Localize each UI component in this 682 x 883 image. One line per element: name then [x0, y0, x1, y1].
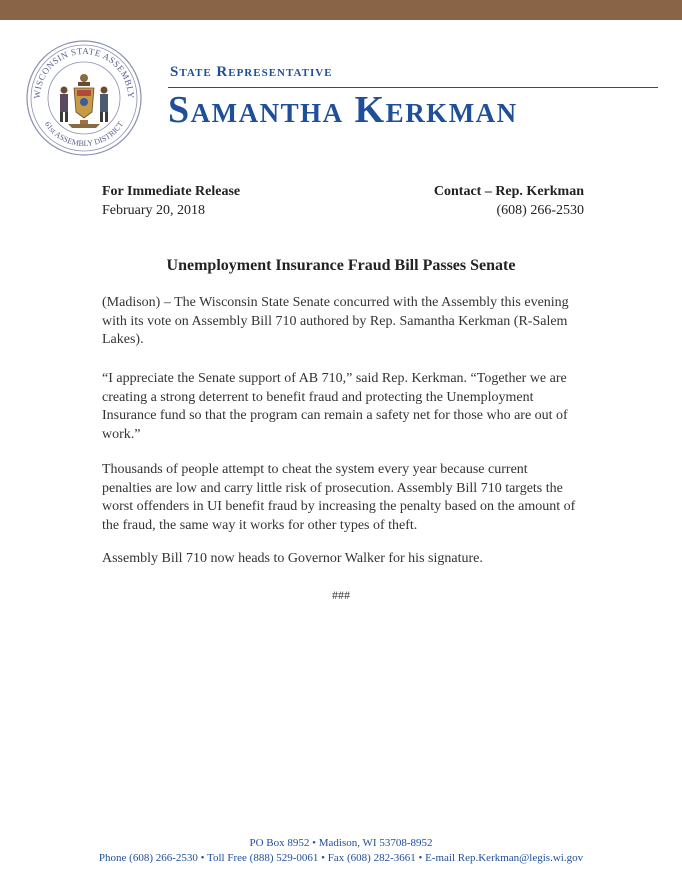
footer-address: PO Box 8952 • Madison, WI 53708-8952 [249, 837, 433, 849]
contact-label: Contact – Rep. Kerkman [433, 184, 584, 199]
seal-top-text: WISCONSIN STATE ASSEMBLY [31, 45, 137, 99]
release-label: For Immediate Release [102, 184, 241, 199]
state-assembly-seal-icon [24, 38, 144, 158]
body-paragraph: Thousands of people attempt to cheat the system every year because current penalties are low and carry little risk of prosecution. Assembly Bill 710 targets the worst offenders in UI benefit fraud by increasing the penalty based on the amount of the fraud, the same way it works for other types of theft. [102, 462, 576, 533]
press-release-headline: Unemployment Insurance Fraud Bill Passes Senate [166, 257, 516, 274]
end-mark: ### [332, 588, 350, 602]
body-paragraph: “I appreciate the Senate support of AB 710,” said Rep. Kerkman. “Together we are creating a strong deterrent to benefit fraud and protecting the Unemployment Insurance fund so that the program can remain a safety net for those who are out of work.” [102, 371, 568, 442]
footer-contact-line: Phone (608) 266-2530 • Toll Free (888) 529-0061 • Fax (608) 282-3661 • E-mail Rep.Kerkman@legis.wi.gov [98, 852, 584, 864]
body-paragraph: Assembly Bill 710 now heads to Governor Walker for his signature. [102, 551, 483, 566]
seal-bottom-text: 61st ASSEMBLY DISTRICT [42, 119, 126, 149]
body-paragraph: (Madison) – The Wisconsin State Senate concurred with the Assembly this evening with its vote on Assembly Bill 710 authored by Rep. Samantha Kerkman (R-Salem Lakes). [102, 295, 569, 347]
contact-phone: (608) 266-2530 [496, 203, 584, 218]
representative-name: Samantha Kerkman [168, 89, 518, 131]
seal-crest-figures [60, 74, 108, 128]
top-color-bar [0, 0, 682, 20]
release-date: February 20, 2018 [102, 203, 206, 218]
representative-title: State Representative [170, 64, 333, 80]
